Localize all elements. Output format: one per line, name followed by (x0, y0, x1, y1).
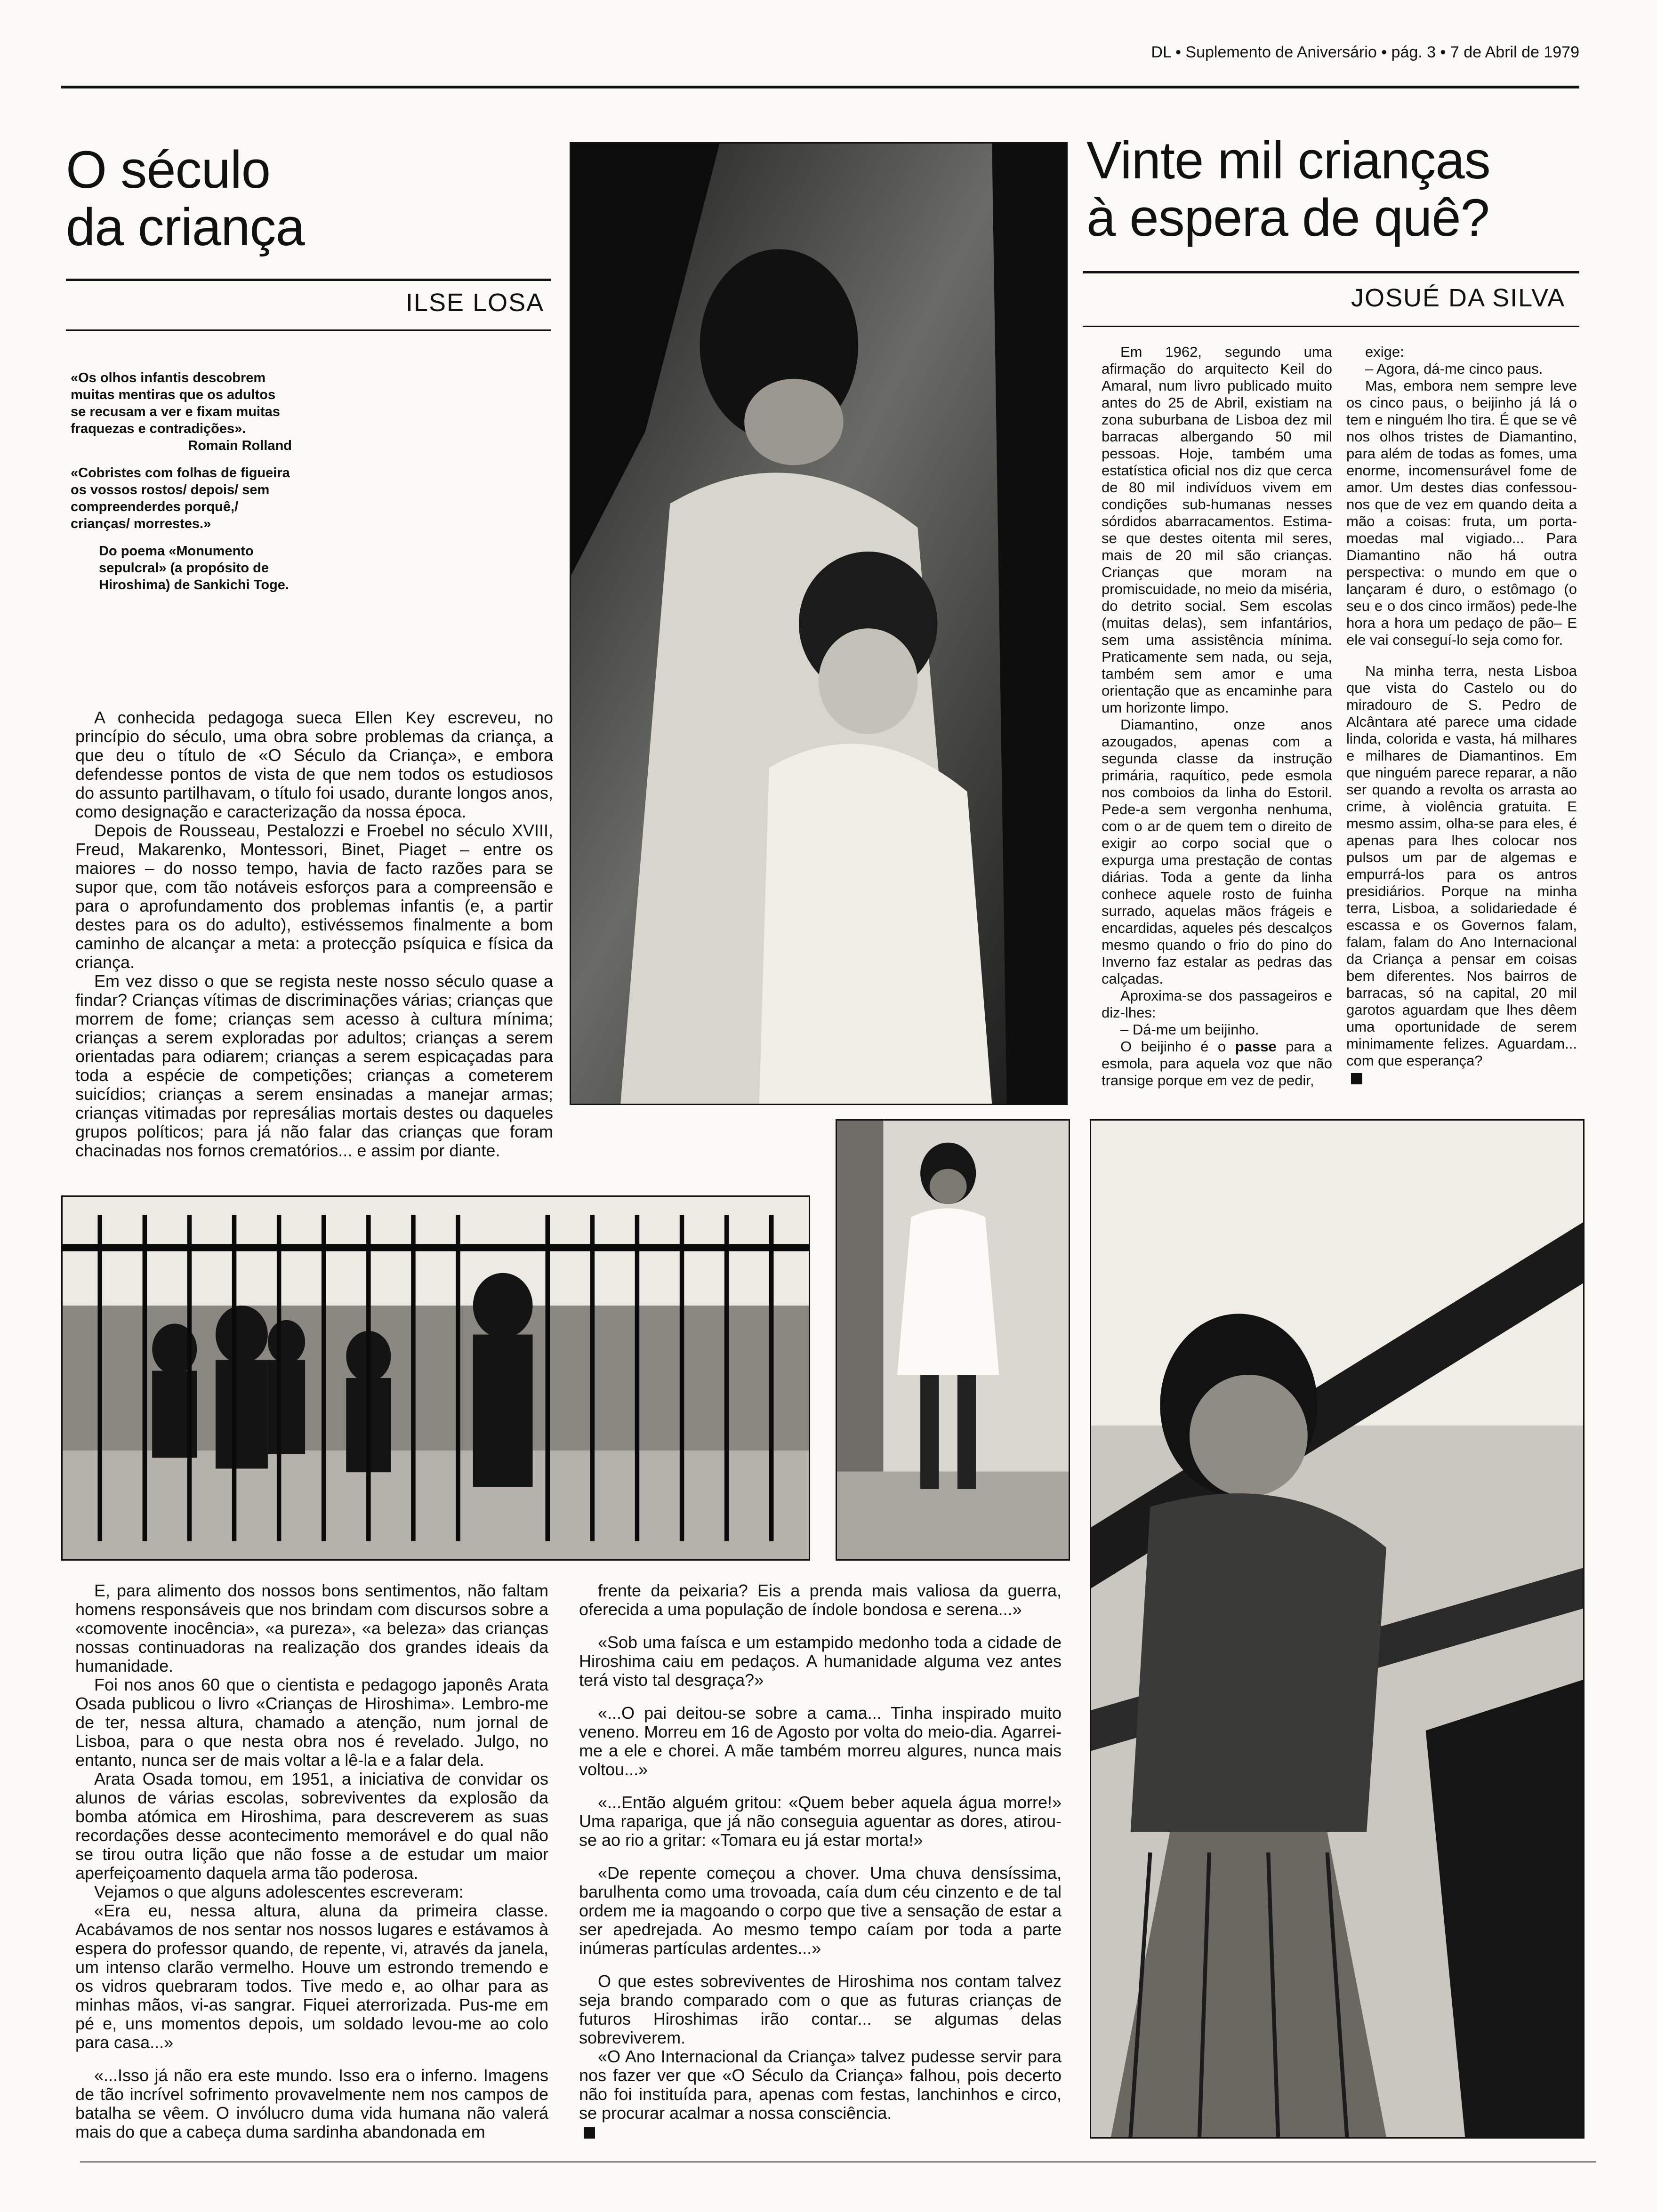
paragraph: «De repente começou a chover. Uma chuva densíssima, barulhenta como uma trovoada, caía dum céu cinzento e de tal ordem me ia magoando o corpo que tive a sensação de estar a ser apedrejada. Ao mesmo tempo caíam por toda a parte inúmeras partículas ardentes...» (579, 1863, 1062, 1958)
paragraph: Mas, embora nem sempre leve os cinco paus, o beijinho já lá o tem e ninguém lho tira. É que se vê nos olhos tristes de Diamantino, para além de todas as fomes, uma enorme, incomensurável fome de amor. Um destes dias confessou-nos que de vez em quando deita a mão a coisas: fruta, um porta-moedas mal vigiado... Para Diamantino não há outra perspectiva: o mundo em que o lançaram é duro, o estômago (o seu e o dos cinco irmãos) pede-lhe hora a hora um pedaço de pão– E ele vai conseguí-lo seja como for. (1346, 377, 1577, 648)
continuation-column-2 (579, 1581, 1062, 2141)
paragraph: Vejamos o que alguns adolescentes escreveram: (94, 1882, 464, 1901)
paragraph: O beijinho é o passe para a esmola, para aquela voz que não transige porque em vez de pedir, (1102, 1038, 1332, 1089)
paragraph: «Era eu, nessa altura, aluna da primeira classe. Acabávamos de nos sentar nos nossos lugares e estávamos à espera do professor quando, de repente, vi, através da janela, um intenso clarão vermelho. Houve um estrondo tremendo e os vidros quebraram todos. Tive medo e, ao olhar para as minhas mãos, vi-as sangrar. Fiquei aterrorizada. Pus-me em pé e, uns momentos depois, um soldado levou-me ao colo para casa...» (75, 1901, 548, 2052)
paragraph: exige: (1365, 344, 1404, 360)
paragraph: «Sob uma faísca e um estampido medonho toda a cidade de Hiroshima caiu em pedaços. A humanidade alguma vez antes terá visto tal desgraça?» (579, 1633, 1062, 1690)
epigraph-block (71, 369, 292, 604)
paragraph: E, para alimento dos nossos bons sentimentos, não faltam homens responsáveis que nos brindam com discursos sobre a «comovente inocência», «a pureza», «a beleza» das crianças nossas continuadoras na realização dos grandes ideais da humanidade. (75, 1581, 548, 1675)
right-author-rule (1083, 326, 1579, 327)
right-title-rule (1083, 271, 1579, 273)
paragraph: Aproxima-se dos passageiros e diz-lhes: (1102, 987, 1332, 1021)
right-column-2 (1346, 344, 1577, 1086)
right-column-1 (1102, 344, 1332, 1089)
epigraph-quote-1: «Os olhos infantis descobrem muitas mentiras que os adultos se recusam a ver e fixam muitas fraquezas e contradições». (71, 370, 280, 436)
paragraph: Em 1962, segundo uma afirmação do arquitecto Keil do Amaral, num livro publicado muito antes do 25 de Abril, existiam na zona suburbana de Lisboa dez mil barracas albergando 50 mil pessoas. Hoje, também uma estatística oficial nos diz que cerca de 80 mil indivíduos vivem em condições sub-humanas nesses sórdidos abarracamentos. Estima-se que destes oitenta mil seres, mais de 20 mil são crianças. Crianças que moram na promiscuidade, no meio da miséria, do detrito social. Sem escolas (muitas delas), sem infantários, sem uma assistência mínima. Praticamente sem nada, ou seja, também sem amor e uma orientação que as encaminhe para um horizonte limpo. (1102, 344, 1332, 716)
epigraph-source-2: Do poema «Monumento sepulcral» (a propósito de Hiroshima) de Sankichi Toge. (99, 544, 289, 593)
epigraph-author-1: Romain Rolland (188, 438, 292, 453)
paragraph: «...O pai deitou-se sobre a cama... Tinha inspirado muito veneno. Morreu em 16 de Agosto por volta do meio-dia. Agarrei-me a ele e chorei. A mãe também morreu algures, nunca mais voltou...» (579, 1703, 1062, 1779)
left-title-line-1: O século (66, 140, 270, 199)
photo-boy-on-railing (1090, 1119, 1585, 2139)
paragraph: Depois de Rousseau, Pestalozzi e Froebel no século XVIII, Freud, Makarenko, Montessori, Binet, Piaget – entre os maiores – do nosso tempo, havia de facto razões para se supor que, com tão notáveis esforços para a compreensão e para o aprofundamento dos problemas infantis (e, a partir destes para os do adulto), estivéssemos finalmente a bom caminho de alcançar a meta: a protecção psíquica e física da criança. (75, 821, 553, 972)
bold-word: passe (1235, 1038, 1277, 1055)
continuation-column-1 (75, 1581, 548, 2141)
top-rule (61, 86, 1579, 88)
left-author-rule (66, 329, 551, 331)
left-article-body (75, 708, 553, 1160)
paragraph: A conhecida pedagoga sueca Ellen Key escreveu, no princípio do século, uma obra sobre problemas da criança, a que deu o título de «O Século da Criança», e embora defendesse pontos de vista de que nem todos os estudiosos do assunto partilhavam, o título foi usado, durante longos anos, como designação e caracterização da nossa época. (75, 708, 553, 821)
paragraph: O que estes sobreviventes de Hiroshima nos contam talvez seja brando comparado com o que as futuras crianças de futuros Hiroshimas irão contar... se algumas delas sobreviverem. (579, 1972, 1062, 2047)
epigraph-quote-2: «Cobristes com folhas de figueira os vossos rostos/ depois/ sem compreenderdes porquê,/ crianças/ morrestes.» (71, 465, 290, 531)
paragraph: – Agora, dá-me cinco paus. (1365, 361, 1543, 377)
paragraph: Foi nos anos 60 que o cientista e pedagogo japonês Arata Osada publicou o livro «Crianças de Hiroshima». Lembro-me de ter, nessa altura, chamado a atenção, num jornal de Lisboa, para o que nesta obra nos é revelado. Julgo, no entanto, nunca ser de mais voltar a lê-la e a falar dela. (75, 1675, 548, 1770)
paragraph: «...Isso já não era este mundo. Isso era o inferno. Imagens de tão incrível sofrimento provavelmente nem nos campos de batalha se vêem. O invólucro duma vida humana não valerá mais do que a cabeça duma sardinha abandonada em (75, 2066, 548, 2141)
paragraph: Na minha terra, nesta Lisboa que vista do Castelo ou do miradouro de S. Pedro de Alcântara até parece uma cidade linda, colorida e vasta, há milhares e milhares de Diamantinos. Em que ninguém parece reparar, a não ser quando a revolta os arrasta ao crime, à violência gratuita. E mesmo assim, olha-se para eles, é apenas para lhes colocar nos pulsos um par de algemas e empurrá-los para os antros presidiários. Porque na minha terra, Lisboa, a solidariedade é escassa e os Governos falam, falam, falam do Ano Internacional da Criança a pensar em coisas bem diferentes. Nos bairros de barracas, só na capital, 20 mil garotos aguardam que lhes dêem uma oportunidade de serem minimamente felizes. Aguardam... com que esperança? (1346, 663, 1577, 1069)
right-title-line-2: à espera de quê? (1086, 188, 1489, 247)
photo-two-children (570, 142, 1068, 1105)
end-mark-icon (584, 2127, 595, 2139)
bottom-rule (80, 2161, 1596, 2163)
left-title-rule (66, 279, 551, 281)
paragraph: Em vez disso o que se regista neste nosso século quase a findar? Crianças vítimas de discriminações várias; crianças que morrem de fome; crianças sem acesso à cultura mínima; crianças a serem exploradas por adultos; crianças a serem orientadas para odiarem; crianças a serem espicaçadas para toda a espécie de competições; crianças a cometerem suicídios; crianças a serem ensinadas a manejar armas; crianças vitimadas por represálias mortais destes ou daqueles grupos políticos; para já não falar das crianças que foram chacinadas nos fornos crematórios... e assim por diante. (75, 971, 553, 1160)
right-author: JOSUÉ DA SILVA (1351, 284, 1566, 312)
right-article-title (1086, 132, 1490, 247)
paragraph: «O Ano Internacional da Criança» talvez pudesse servir para nos fazer ver que «O Século da Criança» falhou, pois decerto não foi instituída para, apenas com festas, lanchinhos e circo, se procurar acalmar a nossa consciência. (579, 2047, 1062, 2123)
left-article-title (66, 141, 305, 256)
right-title-line-1: Vinte mil crianças (1086, 131, 1490, 190)
left-author: ILSE LOSA (406, 289, 545, 317)
paragraph: «...Então alguém gritou: «Quem beber aquela água morre!» Uma rapariga, que já não conseguia aguentar as dores, atirou-se ao rio a gritar: «Tomara eu já estar morta!» (579, 1793, 1062, 1850)
paragraph: frente da peixaria? Eis a prenda mais valiosa da guerra, oferecida a uma população de índole bondosa e serena...» (579, 1581, 1062, 1619)
photo-children-behind-fence (61, 1195, 810, 1561)
left-title-line-2: da criança (66, 198, 305, 256)
running-head: DL • Suplemento de Aniversário • pág. 3 • 7 de Abril de 1979 (1151, 43, 1579, 61)
paragraph: Arata Osada tomou, em 1951, a iniciativa de convidar os alunos de várias escolas, sobreviventes da explosão da bomba atómica em Hiroshima, para descreverem as suas recordações desse acontecimento memorável e do qual não se tirou outra lição que não fosse a de estudar um maior aperfeiçoamento daquela arma tão poderosa. (75, 1769, 548, 1883)
end-mark-icon (1351, 1073, 1362, 1084)
paragraph: Diamantino, onze anos azougados, apenas com a segunda classe da instrução primária, raquítico, pede esmola nos comboios da linha do Estoril. Pede-a sem vergonha nenhuma, com o ar de quem tem o direito de exigir ao corpo social que o expurga uma prestação de contas diárias. Toda a gente da linha conhece aquele rosto de fuinha surrado, aquelas mãos frágeis e encardidas, aqueles pés descalços mesmo quando o frio do pino do Inverno faz estalar as pedras das calçadas. (1102, 716, 1332, 987)
photo-little-girl-walking (836, 1119, 1070, 1561)
paragraph: – Dá-me um beijinho. (1120, 1021, 1259, 1038)
